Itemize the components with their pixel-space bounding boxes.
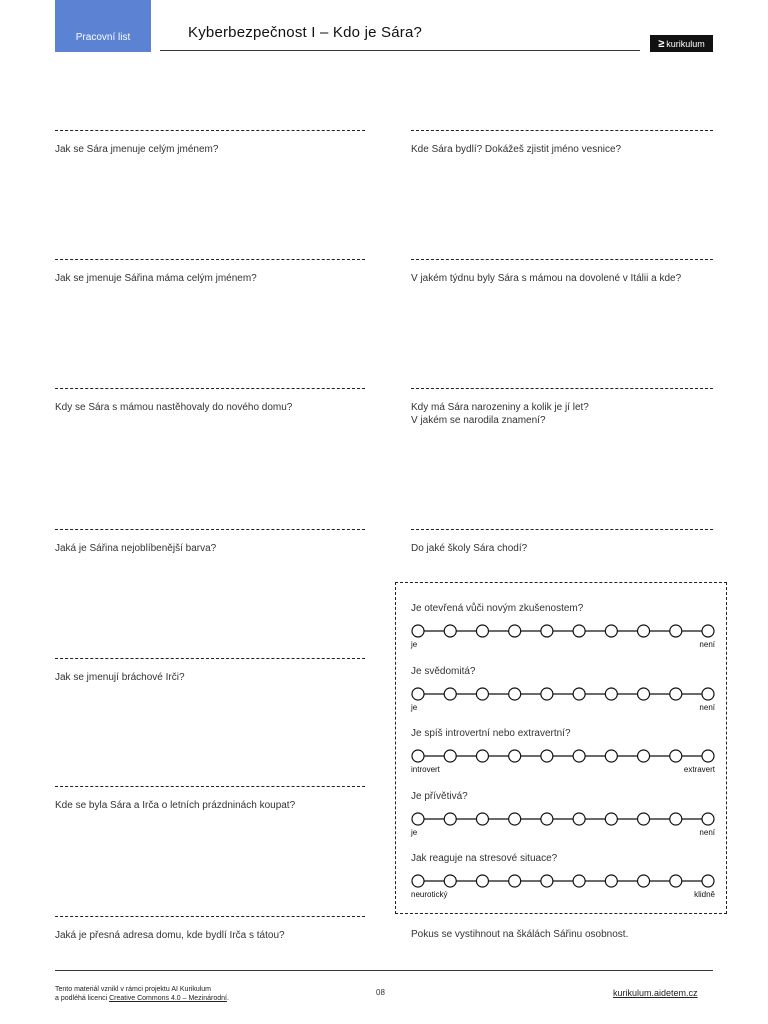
question-text: Do jaké školy Sára chodí? [411,543,528,554]
scale-right-label: není [699,640,715,649]
scale-option-9[interactable] [670,750,682,762]
scale-option-10[interactable] [702,875,714,887]
answer-line [55,916,365,917]
question-text: Jaká je Sářina nejoblíbenější barva? [55,543,217,554]
scale-question: Jak reaguje na stresové situace? [411,853,558,864]
scale-option-9[interactable] [670,813,682,825]
scale-left-label: neurotický [411,890,448,899]
scale-dots[interactable] [411,748,715,764]
scale-dots[interactable] [411,811,715,827]
scale-question: Je přívětivá? [411,791,468,802]
title-underline [160,50,640,51]
scale-question: Je otevřená vůči novým zkušenostem? [411,603,584,614]
logo-mark-icon: ≥ [658,37,665,50]
question-text: Jak se jmenují bráchové Irči? [55,672,185,683]
scale-option-1[interactable] [412,875,424,887]
scale-option-7[interactable] [605,750,617,762]
scale-option-4[interactable] [509,625,521,637]
scale-option-10[interactable] [702,688,714,700]
question-birthday [411,388,713,427]
answer-line [411,130,713,131]
scale-option-2[interactable] [444,625,456,637]
worksheet-tag: Pracovní list [55,0,151,52]
scale-option-6[interactable] [573,875,585,887]
scale-option-1[interactable] [412,625,424,637]
scale-option-6[interactable] [573,750,585,762]
scale-option-5[interactable] [541,625,553,637]
scale-question: Je svědomitá? [411,666,476,677]
question-text: Kdy se Sára s mámou nastěhovaly do nového domu? [55,402,293,413]
scale-left-label: je [411,640,418,649]
scale-option-10[interactable] [702,750,714,762]
answer-line [55,786,365,787]
scale-option-1[interactable] [412,813,424,825]
scale-option-8[interactable] [638,750,650,762]
scale-right-label: klidně [694,890,715,899]
scale-option-7[interactable] [605,688,617,700]
scale-option-6[interactable] [573,688,585,700]
scale-question: Je spíš introvertní nebo extravertní? [411,728,571,739]
footer-line-1: Tento materiál vznikl v rámci projektu AI Kurikulum [55,986,211,993]
scale-option-7[interactable] [605,875,617,887]
question-text-zodiac: V jakém se narodila znamení? [411,415,546,426]
scale-option-5[interactable] [541,813,553,825]
page-title: Kyberbezpečnost I – Kdo je Sára? [188,24,423,41]
question-full-name [55,130,365,156]
answer-line [411,529,713,530]
scale-option-5[interactable] [541,750,553,762]
scale-option-2[interactable] [444,688,456,700]
question-school [411,529,713,555]
scale-option-4[interactable] [509,688,521,700]
question-move-date [55,388,365,414]
scale-option-3[interactable] [476,875,488,887]
footer-line-2-end: . [226,995,229,1002]
scale-option-3[interactable] [476,813,488,825]
scale-left-label: je [411,828,418,837]
scale-left-label: je [411,703,418,712]
scale-option-5[interactable] [541,875,553,887]
scale-option-6[interactable] [573,813,585,825]
scale-option-3[interactable] [476,625,488,637]
scales-caption: Pokus se vystihnout na škálách Sářinu osobnost. [411,929,629,940]
scale-option-2[interactable] [444,875,456,887]
scale-option-4[interactable] [509,750,521,762]
question-village [411,130,713,156]
license-link[interactable]: Creative Commons 4.0 – Mezinárodní [109,995,227,1002]
answer-line [55,388,365,389]
answer-line [55,130,365,131]
question-text: Kdy má Sára narozeniny a kolik je jí let? [411,402,589,413]
scale-option-2[interactable] [444,750,456,762]
answer-line [55,658,365,659]
question-text: Kde se byla Sára a Irča o letních prázdninách koupat? [55,800,296,811]
question-address [55,916,365,942]
scale-dots[interactable] [411,623,715,639]
scale-option-7[interactable] [605,813,617,825]
scale-option-9[interactable] [670,688,682,700]
question-text: Jak se Sára jmenuje celým jménem? [55,144,219,155]
question-brothers [55,658,365,684]
scale-option-10[interactable] [702,813,714,825]
scale-option-1[interactable] [412,750,424,762]
question-text: Jaká je přesná adresa domu, kde bydlí Irča s tátou? [55,930,285,941]
scale-option-8[interactable] [638,688,650,700]
scale-option-8[interactable] [638,875,650,887]
scale-right-label: extravert [683,765,715,774]
question-text: V jakém týdnu byly Sára s mámou na dovolené v Itálii a kde? [411,273,682,284]
footer-line-2: a podléhá licenci [55,995,110,1002]
scale-option-8[interactable] [638,625,650,637]
answer-line [411,259,713,260]
footer-license [55,985,229,1003]
scale-conscientiousness [411,666,715,712]
personality-scales-box [395,582,727,914]
scale-option-4[interactable] [509,813,521,825]
question-text: Kde Sára bydlí? Dokážeš zjistit jméno vesnice? [411,144,622,155]
question-text: Jak se jmenuje Sářina máma celým jménem? [55,273,257,284]
scale-dots[interactable] [411,873,715,889]
answer-line [411,388,713,389]
scale-option-10[interactable] [702,625,714,637]
scale-openness [411,603,715,649]
scale-option-6[interactable] [573,625,585,637]
scale-option-8[interactable] [638,813,650,825]
scale-option-3[interactable] [476,688,488,700]
scale-extraversion [411,728,715,774]
scale-option-5[interactable] [541,688,553,700]
question-summer-swim [55,786,365,812]
logo-text: kurikulum [666,38,705,49]
question-favorite-color [55,529,365,555]
page-number: 08 [376,988,385,997]
scale-option-7[interactable] [605,625,617,637]
scale-option-4[interactable] [509,875,521,887]
scale-option-2[interactable] [444,813,456,825]
scale-option-9[interactable] [670,875,682,887]
question-vacation [411,259,713,285]
scale-option-1[interactable] [412,688,424,700]
site-link[interactable]: kurikulum.aidetem.cz [613,988,698,998]
scale-agreeableness [411,791,715,837]
scale-right-label: není [699,703,715,712]
scale-left-label: introvert [411,765,440,774]
kurikulum-logo [650,35,713,52]
scale-right-label: není [699,828,715,837]
answer-line [55,259,365,260]
question-mother-name [55,259,365,285]
answer-line [55,529,365,530]
scale-neuroticism [411,853,715,899]
scale-option-9[interactable] [670,625,682,637]
scale-dots[interactable] [411,686,715,702]
footer-divider [55,970,713,971]
scale-option-3[interactable] [476,750,488,762]
